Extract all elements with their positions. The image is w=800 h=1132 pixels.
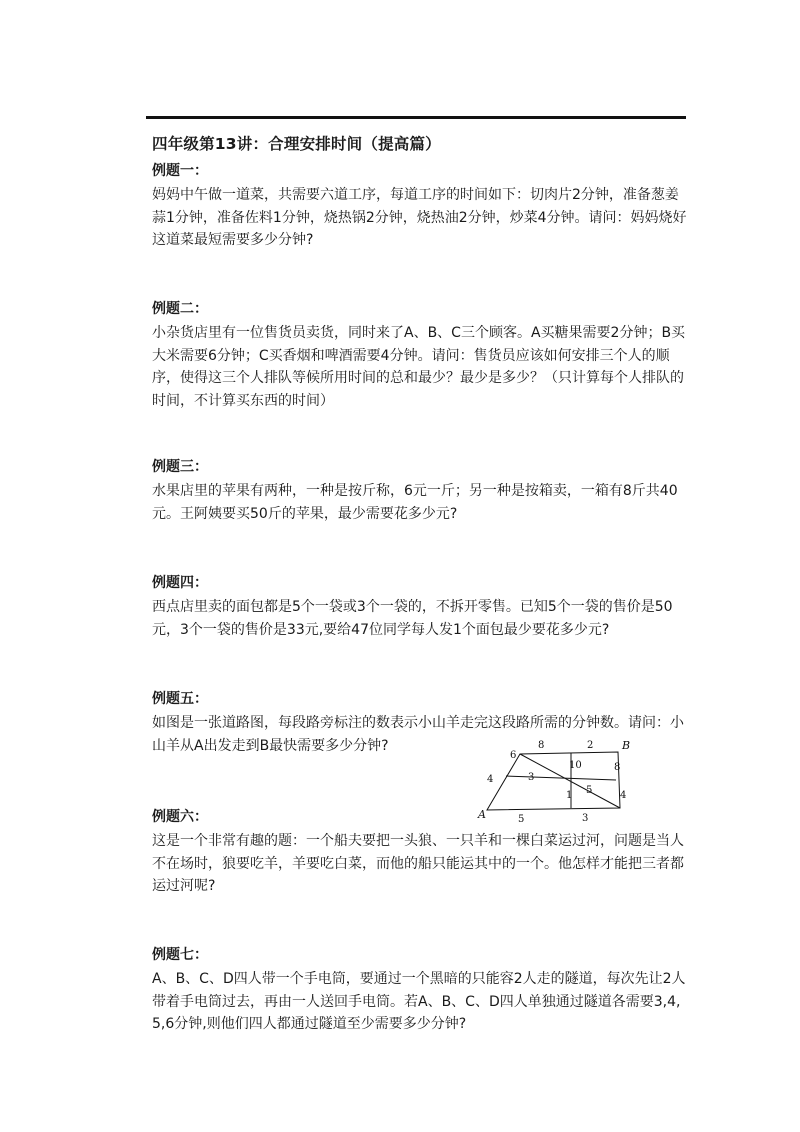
example-text: 这是一个非常有趣的题：一个船夫要把一头狼、一只羊和一棵白菜运过河，问题是当人不在场时，狼要吃羊，羊要吃白菜，而他的船只能运其中的一个。他怎样才能把三者都运过河呢? bbox=[152, 833, 684, 894]
example-heading: 例题四： bbox=[152, 575, 208, 591]
edge-label: 5 bbox=[518, 814, 525, 822]
road-outline bbox=[487, 752, 620, 810]
edge-label: 8 bbox=[538, 740, 545, 751]
example-text: 妈妈中午做一道菜，共需要六道工序，每道工序的时间如下：切肉片2分钟，准备葱姜蒜1分钟，准备佐料1分钟，烧热锅2分钟，烧热油2分钟，炒菜4分钟。请问：妈妈烧好这道菜最短需要多少分钟? bbox=[152, 187, 687, 248]
example-text: 如图是一张道路图，每段路旁标注的数表示小山羊走完这段路所需的分钟数。请问：小山羊从A出发走到B最快需要多少分钟? bbox=[152, 715, 684, 754]
example-heading: 例题五： bbox=[152, 691, 208, 707]
example-heading: 例题七： bbox=[152, 947, 208, 963]
edge-label: 4 bbox=[487, 774, 494, 785]
example-heading: 例题一： bbox=[152, 163, 208, 179]
edge-label: 4 bbox=[620, 790, 627, 801]
edge-label: 3 bbox=[582, 813, 589, 822]
example-7 bbox=[152, 944, 692, 1036]
example-3 bbox=[152, 456, 692, 525]
example-4 bbox=[152, 572, 692, 641]
edge-label: 10 bbox=[569, 760, 582, 771]
example-6 bbox=[152, 806, 692, 898]
edge-label: 1 bbox=[566, 790, 573, 801]
edge-label: 2 bbox=[587, 740, 594, 751]
example-heading: 例题二： bbox=[152, 301, 208, 317]
example-text: 水果店里的苹果有两种，一种是按斤称，6元一斤；另一种是按箱卖，一箱有8斤共40元。王阿姨要买50斤的苹果，最少需要花多少元? bbox=[152, 483, 678, 522]
page-title: 四年级第13讲：合理安排时间（提高篇） bbox=[152, 135, 441, 153]
point-b-label: B bbox=[622, 739, 631, 752]
edge-label: 5 bbox=[586, 785, 593, 796]
example-2 bbox=[152, 298, 692, 412]
example-1 bbox=[152, 160, 692, 252]
edge-label: 6 bbox=[510, 750, 517, 761]
edge-label: 3 bbox=[528, 772, 535, 783]
example-heading: 例题六： bbox=[152, 809, 208, 825]
edge-label: 8 bbox=[614, 762, 621, 773]
example-heading: 例题三： bbox=[152, 459, 208, 475]
header-rule bbox=[146, 116, 686, 119]
example-text: A、B、C、D四人带一个手电筒，要通过一个黑暗的只能容2人走的隧道，每次先让2人带着手电筒过去，再由一人送回手电筒。若A、B、C、D四人单独通过隧道各需要3,4,5,6分钟,则他们四人都通过隧道至少需要多少分钟? bbox=[152, 971, 686, 1032]
point-a-label: A bbox=[478, 808, 486, 821]
example-text: 小杂货店里有一位售货员卖货，同时来了A、B、C三个顾客。A买糖果需要2分钟；B买大米需要6分钟；C买香烟和啤酒需要4分钟。请问：售货员应该如何安排三个人的顺序，使得这三个人排队等候所用时间的总和最少？最少是多少？（只计算每个人排队的时间，不计算买东西的时间） bbox=[152, 325, 686, 409]
example-text: 西点店里卖的面包都是5个一袋或3个一袋的，不拆开零售。已知5个一袋的售价是50元，3个一袋的售价是33元,要给47位同学每人发1个面包最少要花多少元? bbox=[152, 599, 673, 638]
